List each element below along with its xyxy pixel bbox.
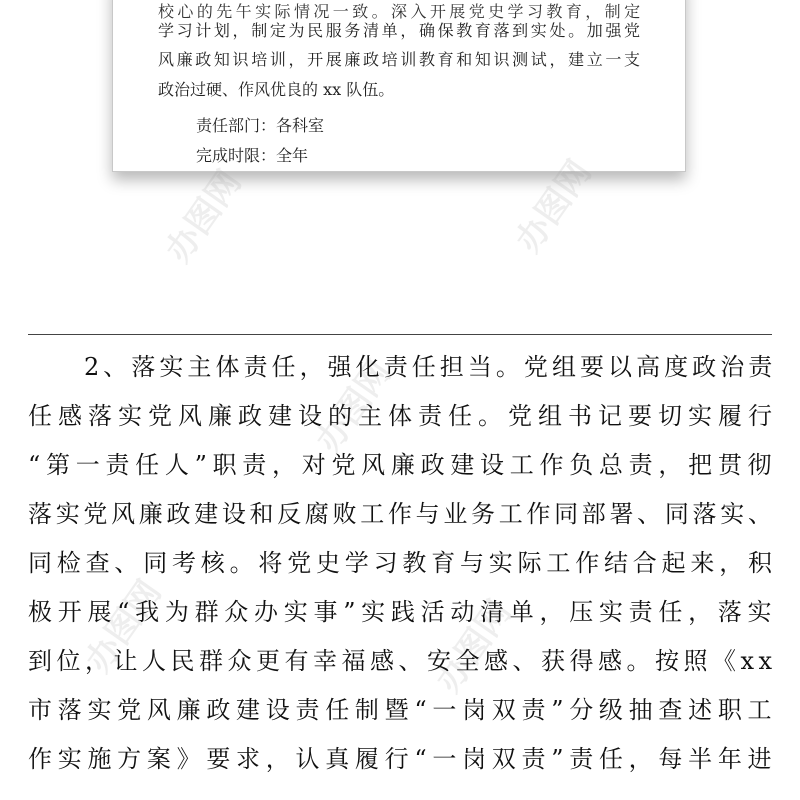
paragraph-line: 2、落实主体责任，强化责任担当。党组要以高度政治责	[84, 353, 777, 381]
watermark: 办图网	[508, 153, 600, 260]
paragraph-line: 作实施方案》要求，认真履行“一岗双责”责任，每半年进	[28, 745, 778, 773]
watermark: 办图网	[158, 163, 250, 270]
card-text-line: 学习计划，制定为民服务清单，确保教育落到实处。加强党	[158, 21, 643, 40]
watermark: 办图网	[78, 573, 170, 680]
paragraph-line: “第一责任人”职责，对党风廉政建设工作负总责，把贯彻	[28, 451, 778, 479]
card-text-line: 风廉政知识培训，开展廉政培训教育和知识测试，建立一支	[158, 50, 643, 69]
paragraph-line: 同检查、同考核。将党史学习教育与实际工作结合起来，积	[28, 549, 777, 577]
card-text-line: 政治过硬、作风优良的 xx 队伍。	[158, 80, 395, 99]
responsible-department: 责任部门：各科室	[196, 116, 325, 135]
paragraph-line: 任感落实党风廉政建设的主体责任。党组书记要切实履行	[28, 402, 778, 430]
watermark: 办图网	[428, 593, 520, 700]
paragraph-line: 市落实党风廉政建设责任制暨“一岗双责”分级抽查述职工	[28, 696, 778, 724]
paragraph-line: 落实党风廉政建设和反腐败工作与业务工作同部署、同落实、	[28, 500, 776, 528]
card-text-line: 校心的先午实际情况一致。深入开展党史学习教育，制定	[158, 2, 644, 21]
watermark: 办图网	[308, 353, 400, 460]
section-divider	[28, 334, 772, 335]
completion-deadline: 完成时限：全年	[196, 146, 309, 165]
paragraph-line: 到位，让人民群众更有幸福感、安全感、获得感。按照《xx	[28, 647, 777, 675]
paragraph-line: 极开展“我为群众办实事”实践活动清单，压实责任，落实	[28, 598, 778, 626]
